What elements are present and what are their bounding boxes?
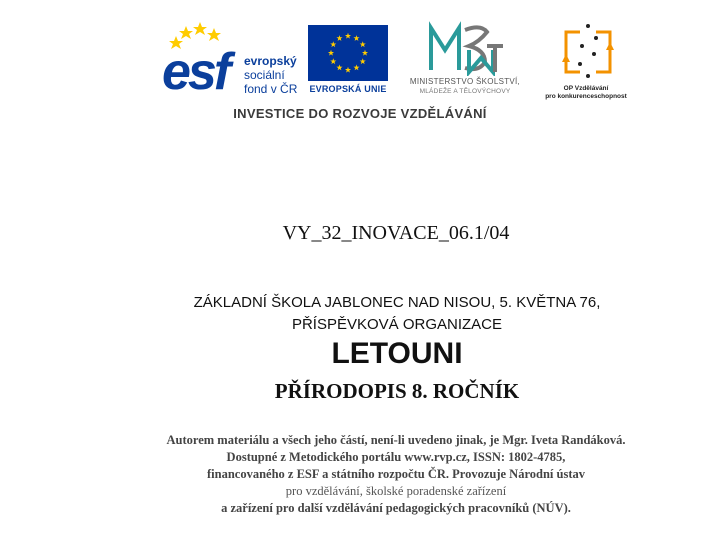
esf-caption-line2: sociální bbox=[244, 68, 285, 82]
eu-star-icon bbox=[330, 41, 336, 47]
eu-star-icon bbox=[353, 35, 359, 41]
eu-star-icon bbox=[328, 50, 334, 56]
esf-caption bbox=[244, 54, 297, 96]
subject-line: PŘÍRODOPIS 8. ROČNÍK bbox=[274, 379, 520, 403]
esf-caption-line1: evropský bbox=[244, 54, 297, 68]
msmt-line2: MLÁDEŽE A TĚLOVÝCHOVY bbox=[419, 88, 511, 95]
opvk-logo bbox=[540, 20, 632, 100]
credit-line-3: financovaného z ESF a státního rozpočtu ČR. Provozuje Národní ústav bbox=[206, 467, 586, 481]
eu-star-icon bbox=[336, 35, 342, 41]
school-name-line1: ZÁKLADNÍ ŠKOLA JABLONEC NAD NISOU, 5. KVĚTNA 76, bbox=[193, 294, 601, 311]
opvk-caption bbox=[540, 85, 632, 101]
opvk-emblem-icon bbox=[558, 20, 618, 82]
eu-star-icon bbox=[345, 67, 351, 73]
investment-banner: INVESTICE DO ROZVOJE VZDĚLÁVÁNÍ bbox=[233, 106, 487, 121]
eu-star-icon bbox=[336, 65, 342, 71]
esf-letters: esf bbox=[162, 43, 229, 101]
eu-star-icon bbox=[360, 41, 366, 47]
page-title: LETOUNI bbox=[331, 337, 463, 370]
opvk-line1: OP Vzdělávání bbox=[563, 85, 609, 92]
credit-line-5: a zařízení pro další vzdělávání pedagogických pracovníků (NÚV). bbox=[221, 501, 571, 515]
eu-logo bbox=[307, 25, 389, 100]
school-name-line2: PŘÍSPĚVKOVÁ ORGANIZACE bbox=[291, 316, 503, 333]
eu-star-icon bbox=[353, 65, 359, 71]
msmt-line1: MINISTERSTVO ŠKOLSTVÍ, bbox=[409, 77, 521, 86]
msmt-emblem-icon bbox=[425, 20, 505, 76]
eu-label: EVROPSKÁ UNIE bbox=[309, 84, 387, 94]
eu-star-icon bbox=[330, 58, 336, 64]
esf-logo bbox=[162, 20, 304, 100]
eu-star-icon bbox=[362, 50, 368, 56]
opvk-line2: pro konkurenceschopnost bbox=[545, 93, 627, 100]
eu-flag-icon bbox=[308, 25, 388, 81]
msmt-logo bbox=[395, 20, 535, 100]
credit-line-1: Autorem materiálu a všech jeho částí, není-li uvedeno jinak, je Mgr. Iveta Randáková. bbox=[166, 433, 626, 447]
eu-star-icon bbox=[345, 33, 351, 39]
material-code: VY_32_INOVACE_06.1/04 bbox=[282, 222, 510, 244]
esf-caption-line3: fond v ČR bbox=[244, 82, 298, 96]
eu-star-icon bbox=[360, 58, 366, 64]
credit-line-2: Dostupné z Metodického portálu www.rvp.cz, ISSN: 1802-4785, bbox=[226, 450, 566, 464]
credit-line-4: pro vzdělávání, školské poradenské zařízení bbox=[285, 484, 507, 498]
